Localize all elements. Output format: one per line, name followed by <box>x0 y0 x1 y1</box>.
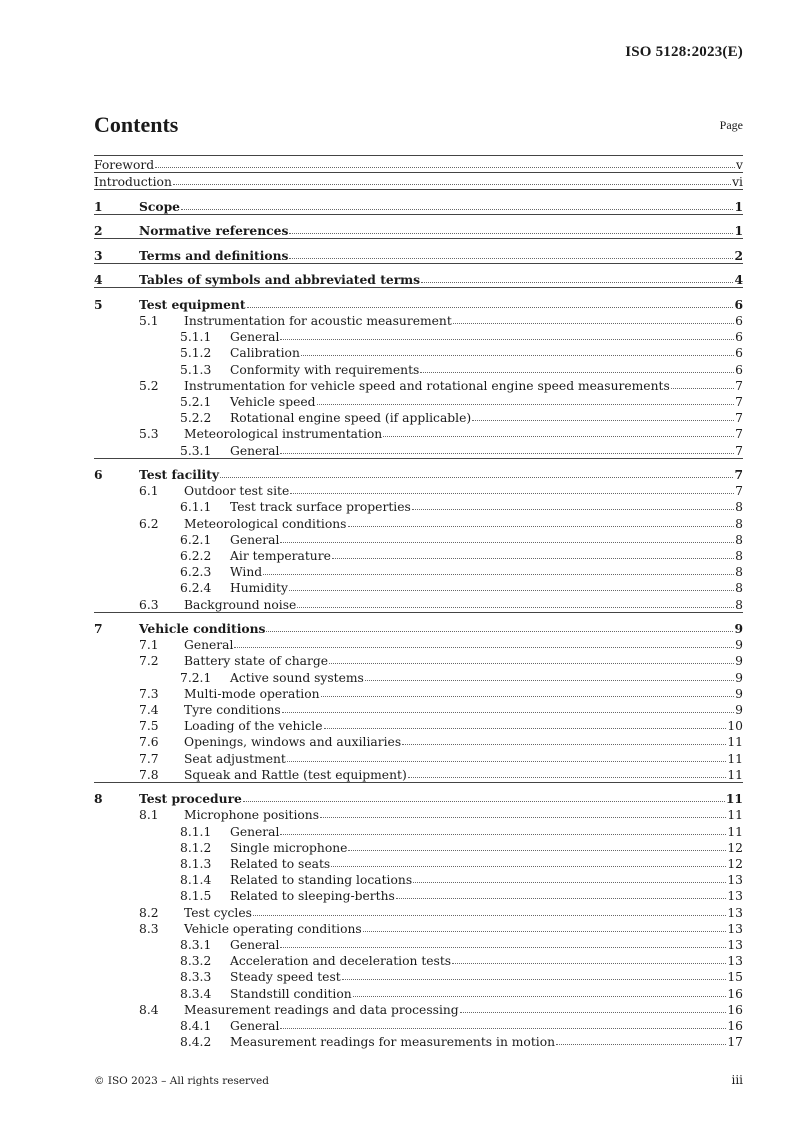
toc-entry[interactable] <box>94 264 743 288</box>
toc-entry[interactable] <box>94 328 743 344</box>
toc-entry[interactable] <box>94 636 743 652</box>
toc-entry-number: 8.3.1 <box>180 937 212 952</box>
dot-leader <box>280 834 726 835</box>
toc-entry-number: 6.3 <box>139 597 159 612</box>
toc-entry-number: 5 <box>94 296 103 312</box>
toc-entry-title: Vehicle conditions <box>139 621 266 637</box>
toc-entry-title: Single microphone <box>230 840 348 855</box>
toc-entry-page: 9 <box>735 670 743 685</box>
dot-leader <box>556 1044 726 1045</box>
toc-entry-page: 8 <box>735 597 743 612</box>
toc-entry[interactable] <box>94 685 743 701</box>
toc-entry[interactable] <box>94 652 743 668</box>
toc-entry[interactable] <box>94 822 743 838</box>
toc-entry-title: Calibration <box>230 346 300 361</box>
toc-entry-title: Foreword <box>94 158 155 173</box>
toc-entry-page: 8 <box>735 549 743 563</box>
toc-entry-number: 8.3.4 <box>180 986 212 1001</box>
toc-entry-page: 9 <box>735 703 743 717</box>
toc-entry[interactable] <box>94 701 743 717</box>
toc-entry-page: 1 <box>734 223 743 239</box>
toc-entry-title: Microphone positions <box>184 808 320 823</box>
dot-leader <box>181 209 733 210</box>
toc-entry-number: 2 <box>94 223 103 239</box>
toc-entry-page: 6 <box>735 346 743 361</box>
toc-entry-title: Acceleration and deceleration tests <box>230 954 452 969</box>
dot-leader <box>173 184 731 185</box>
toc-entry[interactable] <box>94 766 743 782</box>
toc-entry[interactable] <box>94 377 743 393</box>
toc-entry-title: Steady speed test <box>230 970 341 985</box>
toc-entry-page: 6 <box>735 330 743 345</box>
dot-leader <box>280 542 734 543</box>
toc-entry[interactable] <box>94 1033 743 1049</box>
dot-leader <box>321 696 735 697</box>
toc-entry-title: Loading of the vehicle <box>184 719 323 734</box>
toc-entry-page: 6 <box>735 314 743 329</box>
toc-entry-page: 2 <box>734 247 743 263</box>
toc-entry[interactable] <box>94 668 743 684</box>
toc-entry-page: 7 <box>735 378 743 393</box>
dot-leader <box>247 307 734 308</box>
toc-entry[interactable] <box>94 288 743 312</box>
toc-entry[interactable] <box>94 531 743 547</box>
toc-entry[interactable] <box>94 887 743 903</box>
dot-leader <box>348 526 735 527</box>
toc-entry-number: 5.3.1 <box>180 443 212 458</box>
toc-entry-number: 6.2.4 <box>180 581 212 596</box>
toc-entry[interactable] <box>94 952 743 968</box>
document-id: ISO 5128:2023(E) <box>625 44 743 60</box>
toc-entry[interactable] <box>94 579 743 595</box>
toc-entry-title: Outdoor test site <box>184 484 290 499</box>
toc-entry-number: 5.1.3 <box>180 362 212 377</box>
toc-entry-title: Test track surface properties <box>230 500 411 515</box>
toc-entry-title: Battery state of charge <box>184 654 329 669</box>
dot-leader <box>155 167 735 168</box>
dot-leader <box>420 372 734 373</box>
toc-entry-title: Test procedure <box>139 791 242 807</box>
dot-leader <box>289 258 733 259</box>
toc-entry-page: 13 <box>727 905 743 920</box>
toc-entry[interactable] <box>94 441 743 457</box>
toc-entry-page: 7 <box>735 484 743 499</box>
toc-entry[interactable] <box>94 968 743 984</box>
toc-entry-number: 8.1 <box>139 808 159 823</box>
footer-copyright: © ISO 2023 – All rights reserved <box>94 1075 269 1087</box>
dot-leader <box>289 233 733 234</box>
toc-entry-title: Seat adjustment <box>184 751 286 766</box>
dot-leader <box>353 996 727 997</box>
dot-leader <box>452 963 726 964</box>
toc-entry-number: 8.2 <box>139 905 159 920</box>
toc-entry-page: 4 <box>734 272 743 288</box>
toc-entry-number: 7.6 <box>139 735 159 750</box>
toc-section <box>94 263 743 288</box>
dot-leader <box>329 663 734 664</box>
dot-leader <box>402 744 726 745</box>
toc-entry[interactable] <box>94 360 743 376</box>
dot-leader <box>317 404 735 405</box>
toc-entry-page: 16 <box>727 986 743 1001</box>
toc-entry-title: General <box>184 638 234 653</box>
toc-entry[interactable] <box>94 1001 743 1017</box>
dot-leader <box>324 728 727 729</box>
toc-entry-page: 11 <box>727 808 743 823</box>
dot-leader <box>280 339 734 340</box>
toc-entry-number: 7.5 <box>139 719 159 734</box>
toc-entry-page: 17 <box>727 1035 743 1050</box>
toc-entry-page: 11 <box>725 791 743 807</box>
dot-leader <box>289 590 734 591</box>
toc-entry[interactable] <box>94 344 743 360</box>
dot-leader <box>297 607 734 608</box>
toc-entry-number: 5.1.1 <box>180 330 212 345</box>
toc-entry-page: 11 <box>727 735 743 750</box>
toc-entry[interactable] <box>94 173 743 189</box>
dot-leader <box>408 777 727 778</box>
toc-entry[interactable] <box>94 903 743 919</box>
toc-entry-page: 13 <box>727 921 743 936</box>
toc-entry[interactable] <box>94 190 743 214</box>
dot-leader <box>253 915 726 916</box>
toc-section <box>94 172 743 189</box>
toc-entry-number: 6.2 <box>139 516 159 531</box>
toc-entry-number: 8.1.3 <box>180 857 212 871</box>
toc-entry-page: 15 <box>727 970 743 985</box>
dot-leader <box>332 558 734 559</box>
toc-entry-title: Air temperature <box>230 549 331 563</box>
toc-entry-number: 7.2.1 <box>180 670 212 685</box>
toc-entry-number: 7.3 <box>139 686 159 701</box>
toc-entry-title: Related to sleeping-berths <box>230 889 395 904</box>
dot-leader <box>460 1012 727 1013</box>
toc-entry-page: 8 <box>735 532 743 547</box>
toc-entry[interactable] <box>94 514 743 530</box>
toc-entry-title: General <box>230 443 280 458</box>
toc-entry[interactable] <box>94 409 743 425</box>
toc-entry[interactable] <box>94 239 743 263</box>
dot-leader <box>365 680 734 681</box>
toc-entry-title: General <box>230 330 280 345</box>
page-column-label: Page <box>719 118 743 132</box>
toc-entry-number: 7.2 <box>139 654 159 669</box>
toc-entry-page: 11 <box>727 751 743 766</box>
toc-entry-number: 8.3 <box>139 921 159 936</box>
toc-entry-number: 5.2.1 <box>180 395 212 409</box>
toc-entry-title: General <box>230 824 280 839</box>
toc-entry-page: 13 <box>727 937 743 952</box>
toc-entry-title: Test facility <box>139 467 220 483</box>
toc-entry-title: Measurement readings for measurements in motion <box>230 1035 556 1050</box>
toc-entry[interactable] <box>94 920 743 936</box>
toc-entry[interactable] <box>94 936 743 952</box>
toc-entry[interactable] <box>94 855 743 871</box>
toc-section <box>94 155 743 172</box>
toc-entry-page: 9 <box>735 654 743 669</box>
toc-entry-page: 13 <box>727 873 743 888</box>
toc-entry[interactable] <box>94 1017 743 1033</box>
toc-entry-page: 9 <box>735 686 743 701</box>
dot-leader <box>234 647 734 648</box>
dot-leader <box>421 282 733 283</box>
toc-entry[interactable] <box>94 733 743 749</box>
dot-leader <box>413 882 726 883</box>
toc-entry-number: 8 <box>94 791 103 807</box>
dot-leader <box>287 761 726 762</box>
toc-entry-title: Related to standing locations <box>230 873 413 888</box>
toc-section <box>94 238 743 263</box>
toc-entry[interactable] <box>94 482 743 498</box>
toc-entry[interactable] <box>94 215 743 239</box>
toc-entry-title: Introduction <box>94 175 172 190</box>
toc-entry-title: Background noise <box>184 597 297 612</box>
dot-leader <box>243 801 725 802</box>
toc-entry-number: 8.4 <box>139 1002 159 1017</box>
toc-entry-title: Meteorological instrumentation <box>184 427 383 442</box>
toc-entry[interactable] <box>94 783 743 807</box>
toc-entry-title: Multi-mode operation <box>184 686 320 701</box>
toc-section <box>94 782 743 1049</box>
toc-entry[interactable] <box>94 459 743 483</box>
toc-entry-page: 9 <box>734 621 743 637</box>
toc-entry[interactable] <box>94 749 743 765</box>
toc-entry-title: Vehicle operating conditions <box>184 921 362 936</box>
toc-entry-page: 8 <box>735 500 743 515</box>
toc-entry-title: Vehicle speed <box>230 395 316 409</box>
toc-entry-title: Standstill condition <box>230 986 352 1001</box>
dot-leader <box>453 323 734 324</box>
toc-section <box>94 214 743 239</box>
toc-entry-title: Test equipment <box>139 296 246 312</box>
toc-entry-page: 7 <box>735 411 743 426</box>
toc-entry[interactable] <box>94 312 743 328</box>
toc-entry-number: 8.4.2 <box>180 1035 212 1050</box>
toc-section <box>94 287 743 457</box>
toc-entry-page: 8 <box>735 581 743 596</box>
toc-entry-page: 8 <box>735 565 743 580</box>
dot-leader <box>290 493 734 494</box>
toc-entry-page: 7 <box>734 467 743 483</box>
toc-entry-number: 8.3.2 <box>180 954 212 969</box>
dot-leader <box>396 898 727 899</box>
dot-leader <box>342 979 727 980</box>
dot-leader <box>472 420 734 421</box>
toc-section <box>94 458 743 612</box>
toc-entry[interactable] <box>94 393 743 409</box>
toc-entry[interactable] <box>94 595 743 611</box>
toc-entry[interactable] <box>94 871 743 887</box>
toc-entry-page: v <box>736 158 743 173</box>
contents-heading: Contents <box>94 112 179 137</box>
dot-leader <box>363 931 727 932</box>
toc-entry-number: 8.1.4 <box>180 873 212 888</box>
toc-entry-title: General <box>230 532 280 547</box>
dot-leader <box>348 850 726 851</box>
toc-entry-number: 5.2.2 <box>180 411 212 426</box>
dot-leader <box>331 866 726 867</box>
toc-entry-page: 8 <box>735 516 743 531</box>
toc-entry-title: Related to seats <box>230 857 331 871</box>
toc-entry[interactable] <box>94 425 743 441</box>
dot-leader <box>220 477 733 478</box>
toc-entry-number: 4 <box>94 272 103 288</box>
toc-entry-number: 7 <box>94 621 103 637</box>
toc-entry-title: Openings, windows and auxiliaries <box>184 735 402 750</box>
toc-entry-page: 7 <box>735 395 743 409</box>
toc-entry-title: Instrumentation for acoustic measurement <box>184 314 452 329</box>
toc-entry-number: 8.3.3 <box>180 970 212 985</box>
dot-leader <box>282 712 734 713</box>
toc-entry[interactable] <box>94 806 743 822</box>
toc-entry-number: 5.2 <box>139 378 159 393</box>
toc-entry-page: 7 <box>735 443 743 458</box>
toc-entry-title: Measurement readings and data processing <box>184 1002 459 1017</box>
toc-entry-number: 1 <box>94 198 103 214</box>
toc-entry-title: Scope <box>139 198 180 214</box>
toc-entry-title: Test cycles <box>184 905 252 920</box>
toc-entry-number: 6.1.1 <box>180 500 212 515</box>
dot-leader <box>671 388 734 389</box>
dot-leader <box>266 631 733 632</box>
toc-entry-number: 7.7 <box>139 751 159 766</box>
dot-leader <box>412 509 734 510</box>
toc-entry-title: Conformity with requirements <box>230 362 420 377</box>
toc-entry[interactable] <box>94 839 743 855</box>
toc-entry-number: 6.1 <box>139 484 159 499</box>
toc-entry-page: 16 <box>727 1018 743 1033</box>
toc-entry-number: 5.1.2 <box>180 346 212 361</box>
toc-entry[interactable] <box>94 156 743 172</box>
toc-entry-title: Meteorological conditions <box>184 516 347 531</box>
toc-entry-title: Squeak and Rattle (test equipment) <box>184 767 407 782</box>
toc-entry[interactable] <box>94 984 743 1000</box>
toc-entry-number: 8.1.2 <box>180 840 212 855</box>
toc-entry-page: 12 <box>727 857 743 871</box>
toc-entry-number: 8.1.1 <box>180 824 212 839</box>
toc-entry-page: 9 <box>735 638 743 653</box>
toc-entry-number: 8.1.5 <box>180 889 212 904</box>
dot-leader <box>280 947 726 948</box>
toc-section <box>94 612 743 782</box>
toc-entry-title: Tables of symbols and abbreviated terms <box>139 272 421 288</box>
toc-entry-number: 8.4.1 <box>180 1018 212 1033</box>
table-of-contents <box>94 155 743 1049</box>
toc-entry[interactable] <box>94 613 743 637</box>
toc-entry-number: 6 <box>94 467 103 483</box>
toc-entry-page: vi <box>732 175 743 190</box>
toc-entry-page: 7 <box>735 427 743 442</box>
toc-entry-number: 7.1 <box>139 638 159 653</box>
toc-entry-page: 10 <box>727 719 743 734</box>
toc-entry-title: General <box>230 937 280 952</box>
toc-entry-title: Instrumentation for vehicle speed and rotational engine speed measurements <box>184 378 670 393</box>
toc-entry-number: 5.3 <box>139 427 159 442</box>
toc-entry-number: 6.2.2 <box>180 549 212 563</box>
toc-entry-title: Terms and definitions <box>139 247 289 263</box>
toc-entry-title: General <box>230 1018 280 1033</box>
toc-entry[interactable] <box>94 717 743 733</box>
dot-leader <box>280 453 734 454</box>
toc-entry-title: Normative references <box>139 223 289 239</box>
toc-entry-title: Humidity <box>230 581 288 596</box>
toc-entry-page: 13 <box>727 954 743 969</box>
toc-entry-title: Active sound systems <box>230 670 364 685</box>
toc-entry-title: Rotational engine speed (if applicable) <box>230 411 472 426</box>
toc-entry-page: 13 <box>727 889 743 904</box>
toc-entry-page: 6 <box>734 296 743 312</box>
toc-section <box>94 189 743 214</box>
toc-entry-number: 6.2.1 <box>180 532 212 547</box>
toc-entry-number: 5.1 <box>139 314 159 329</box>
toc-entry-page: 16 <box>727 1002 743 1017</box>
toc-entry-number: 3 <box>94 247 103 263</box>
toc-entry-page: 11 <box>727 767 743 782</box>
dot-leader <box>280 1028 726 1029</box>
toc-entry-number: 6.2.3 <box>180 565 212 580</box>
toc-entry-page: 1 <box>734 198 743 214</box>
toc-entry[interactable] <box>94 547 743 563</box>
toc-entry-number: 7.8 <box>139 767 159 782</box>
toc-entry-page: 11 <box>727 824 743 839</box>
dot-leader <box>320 817 726 818</box>
footer-page-number: iii <box>731 1073 743 1087</box>
dot-leader <box>301 355 734 356</box>
dot-leader <box>383 436 734 437</box>
toc-entry-title: Wind <box>230 565 263 580</box>
dot-leader <box>263 574 734 575</box>
toc-entry[interactable] <box>94 498 743 514</box>
toc-entry-page: 12 <box>727 840 743 855</box>
toc-entry-page: 6 <box>735 362 743 377</box>
toc-entry-number: 7.4 <box>139 703 159 717</box>
toc-entry[interactable] <box>94 563 743 579</box>
toc-entry-title: Tyre conditions <box>184 703 281 717</box>
